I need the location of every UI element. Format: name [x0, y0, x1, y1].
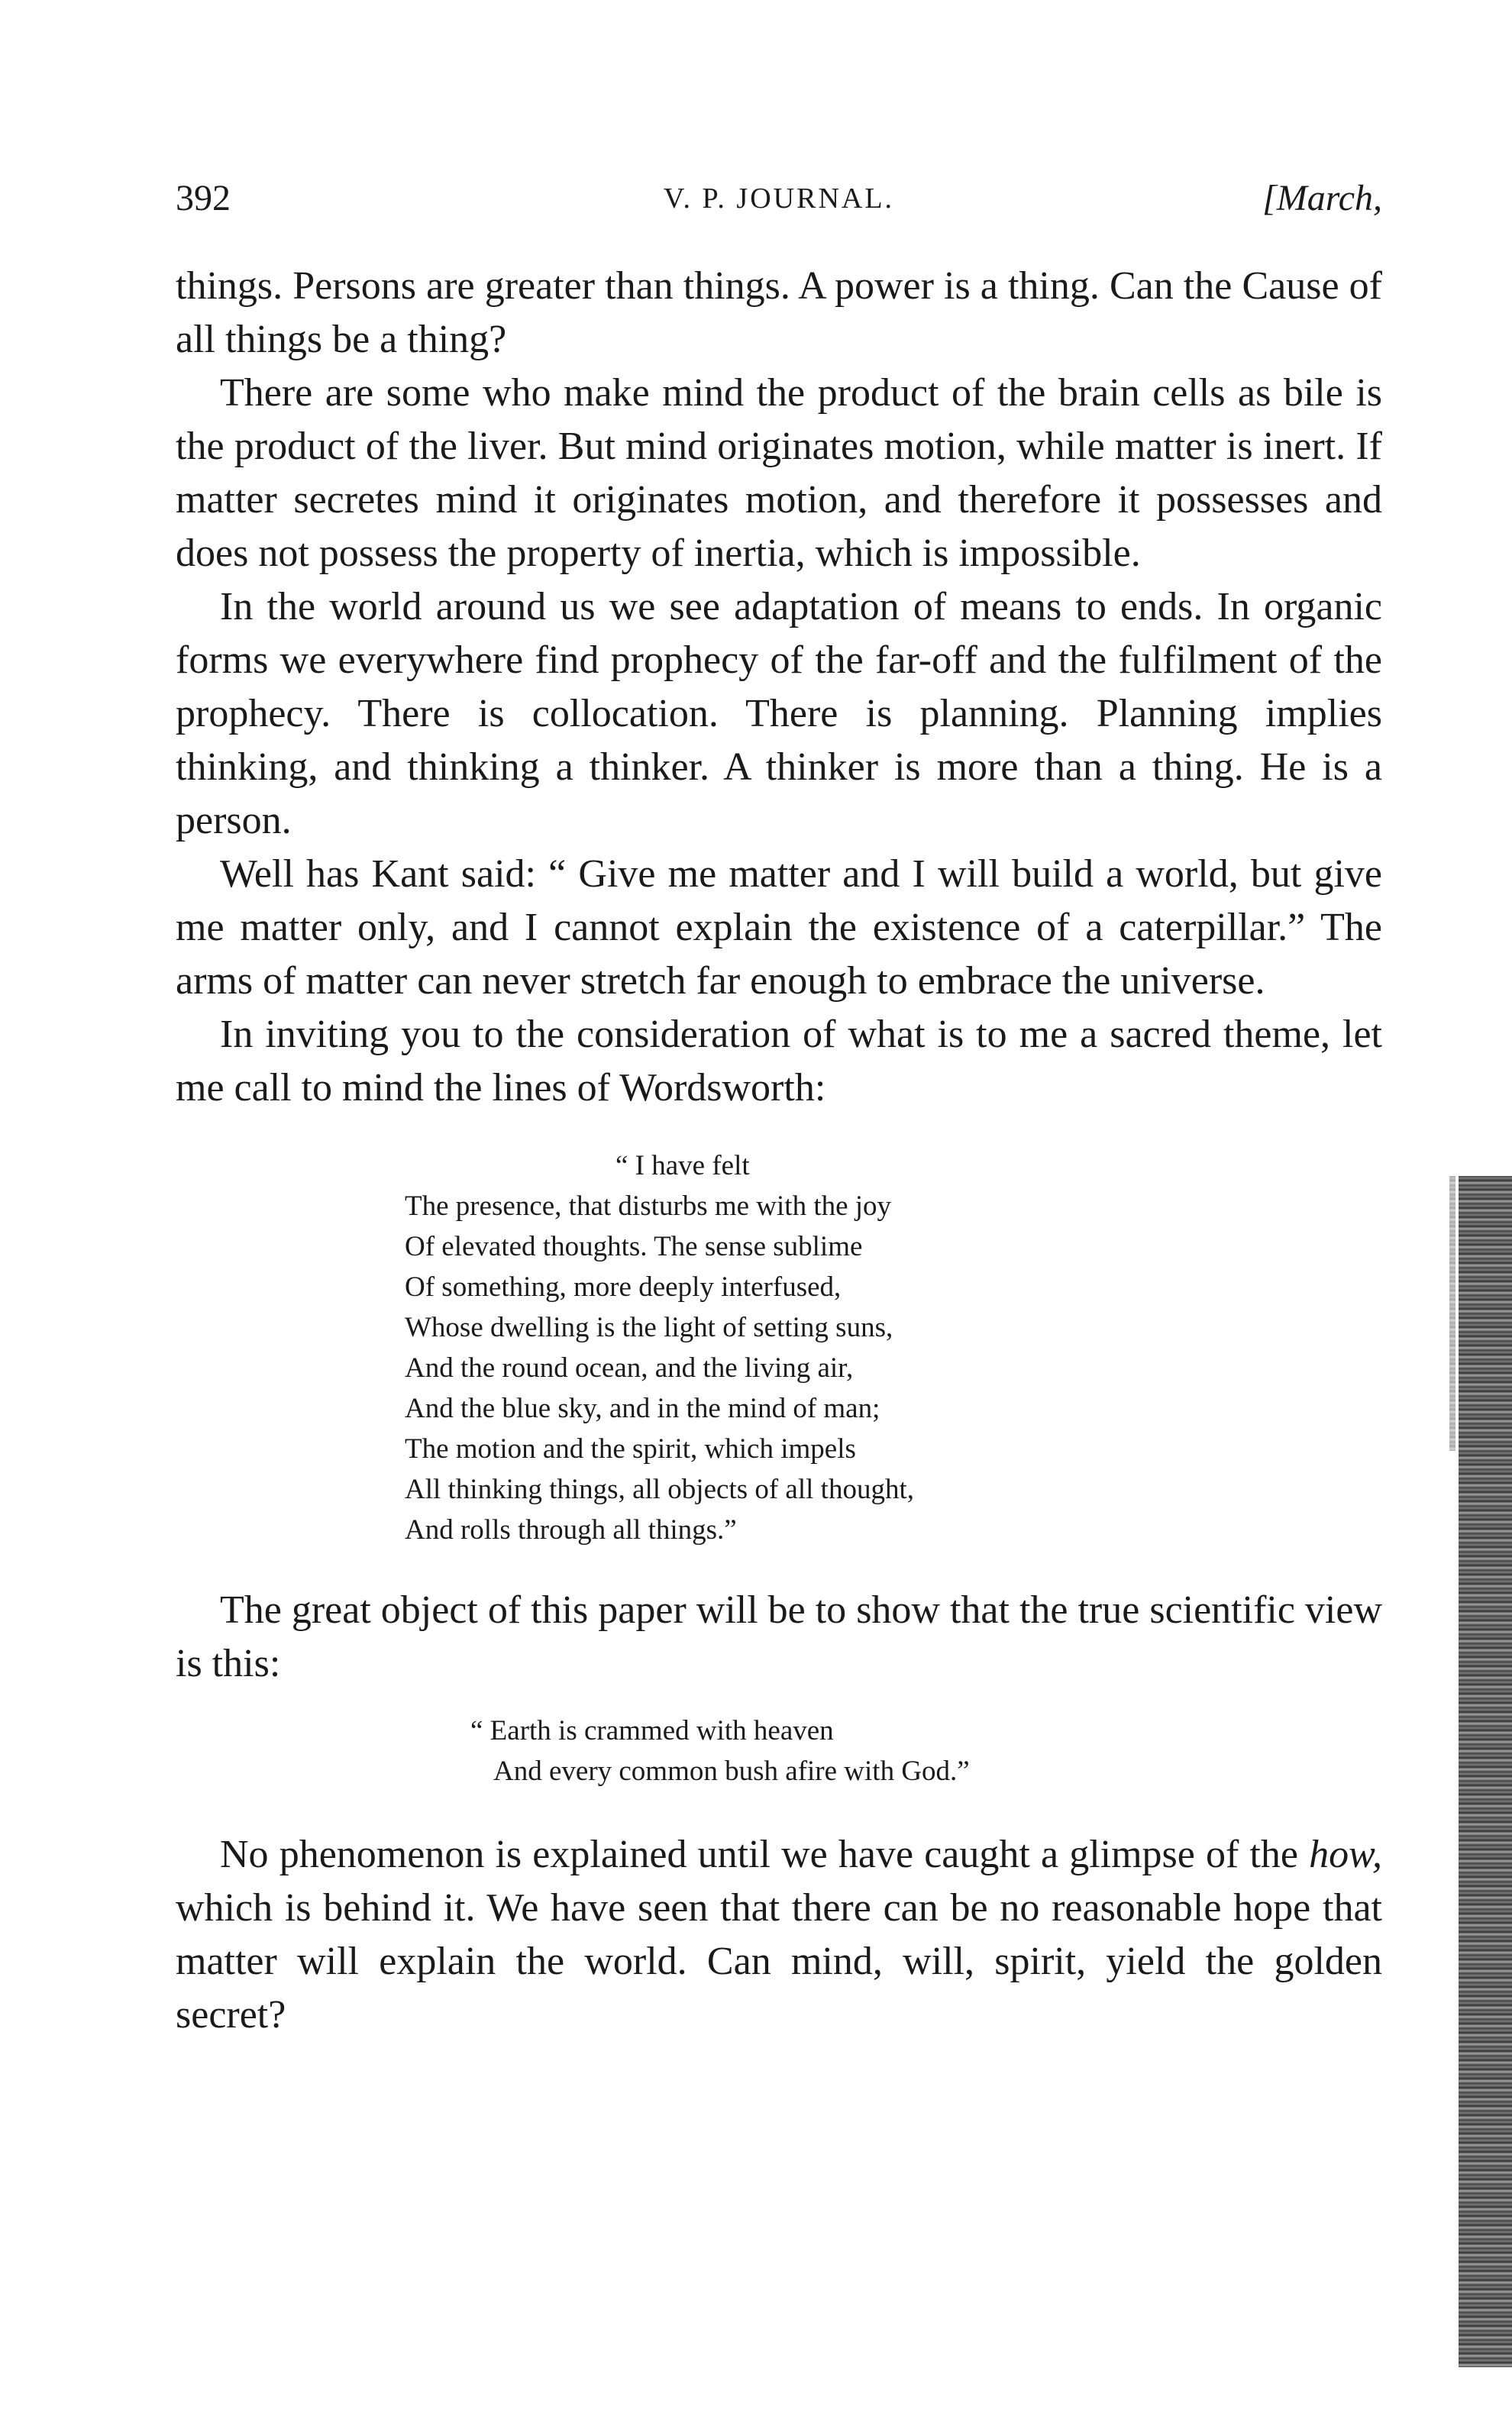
- poem-line: And rolls through all things.”: [405, 1514, 737, 1546]
- poem-line: All thinking things, all objects of all thought,: [405, 1474, 914, 1505]
- poem-line: The presence, that disturbs me with the joy: [405, 1191, 892, 1222]
- paragraph-brain-cells: There are some who make mind the product of the brain cells as bile is the product of the liver. But mind originates motion, while matter is inert. If matter secretes mind it originates motion, and therefore it possesses and does not possess the property of inertia, which is impossible.: [176, 371, 1382, 575]
- poem-line: And the blue sky, and in the mind of man;: [405, 1393, 880, 1424]
- page-edge-scan-shadow: [1459, 1176, 1512, 2367]
- page-edge-scan-line: [1449, 1176, 1455, 1451]
- closing-italic-how: how,: [1309, 1833, 1382, 1876]
- browning-quote: [470, 1711, 1382, 1791]
- paragraph-wordsworth-intro: In inviting you to the consideration of what is to me a sacred theme, let me call to mind the lines of Wordsworth:: [176, 1013, 1382, 1110]
- paragraph-kant: Well has Kant said: “ Give me matter and I will build a world, but give me matter only, and I cannot explain the existence of a caterpillar.” The arms of matter can never stretch far enough to embrace the universe.: [176, 852, 1382, 1003]
- page-header: [176, 177, 1382, 231]
- quote-line: “ Earth is crammed with heaven: [470, 1715, 834, 1746]
- wordsworth-poem: [405, 1145, 1382, 1550]
- book-page: [176, 0, 1382, 2423]
- body-text: [176, 260, 1382, 2042]
- quote-line: And every common bush afire with God.”: [493, 1756, 970, 1787]
- poem-line: “ I have felt: [615, 1150, 750, 1181]
- paragraph-closing: [176, 1828, 1382, 2042]
- paragraph-adaptation: In the world around us we see adaptation of means to ends. In organic forms we everywhere find prophecy of the far-off and the fulfilment of the prophecy. There is collocation. There is planning. Planning implies thinking, and thinking a thinker. A thinker is more than a thing. He is a person.: [176, 585, 1382, 842]
- closing-text-end: which is behind it. We have seen that there can be no reasonable hope that matter will explain the world. Can mind, will, spirit, yield the golden secret?: [176, 1886, 1382, 2037]
- poem-line: The motion and the spirit, which impels: [405, 1433, 856, 1465]
- running-date: [March,: [1262, 178, 1382, 218]
- page-number: 392: [176, 178, 231, 218]
- paragraph-object: The great object of this paper will be to show that the true scientific view is this:: [176, 1588, 1382, 1685]
- poem-line: And the round ocean, and the living air,: [405, 1352, 854, 1384]
- poem-line: Of something, more deeply interfused,: [405, 1271, 842, 1303]
- running-title: V. P. JOURNAL.: [663, 183, 895, 215]
- closing-text-start: No phenomenon is explained until we have caught a glimpse of the: [220, 1833, 1310, 1876]
- poem-line: Of elevated thoughts. The sense sublime: [405, 1231, 863, 1262]
- paragraph-continued: things. Persons are greater than things. A power is a thing. Can the Cause of all things be a thing?: [176, 264, 1382, 361]
- poem-line: Whose dwelling is the light of setting suns,: [405, 1312, 893, 1343]
